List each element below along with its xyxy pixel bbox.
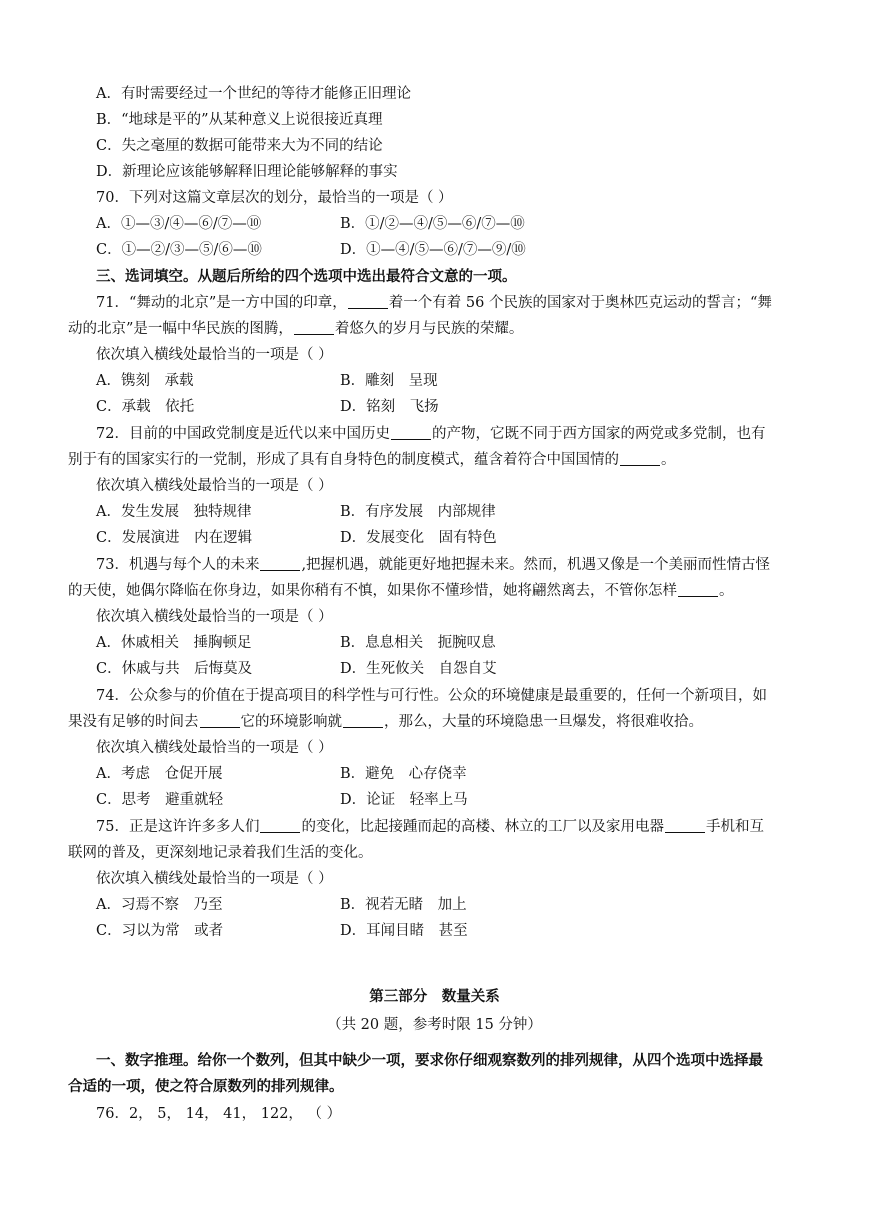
q71-option-b: B．雕刻 呈现 xyxy=(340,373,438,389)
q76-stem: 76．2， 5， 14， 41， 122， （ ） xyxy=(96,1106,342,1122)
q69-option-a: A．有时需要经过一个世纪的等待才能修正旧理论 xyxy=(96,86,411,102)
q72-line2 xyxy=(68,450,676,470)
q72-option-b: B．有序发展 内部规律 xyxy=(340,504,496,520)
q73-line1 xyxy=(96,555,770,575)
q73-line2 xyxy=(68,581,734,601)
q75-text: 手机和互 xyxy=(705,819,764,835)
q73-prompt: 依次填入横线处最恰当的一项是（ ） xyxy=(96,609,333,625)
q73-text: 。 xyxy=(719,583,734,599)
q72-line1 xyxy=(96,424,765,444)
q72-text: 。 xyxy=(661,452,676,468)
q74-text: 果没有足够的时间去 xyxy=(68,714,199,730)
q74-prompt: 依次填入横线处最恰当的一项是（ ） xyxy=(96,740,333,756)
q74-option-d: D．论证 轻率上马 xyxy=(340,792,468,808)
q73-option-d: D．生死攸关 自怨自艾 xyxy=(340,661,497,677)
q74-text: 它的环境影响就 xyxy=(240,714,342,730)
q74-option-c: C．思考 避重就轻 xyxy=(96,792,224,808)
fill-blank xyxy=(665,818,705,833)
q72-option-a: A．发生发展 独特规律 xyxy=(96,504,252,520)
q74-line2 xyxy=(68,712,703,732)
q70-stem: 70．下列对这篇文章层次的划分，最恰当的一项是（ ） xyxy=(96,190,453,206)
q75-line2: 联网的普及，更深刻地记录着我们生活的变化。 xyxy=(68,845,373,861)
q73-text: ,把握机遇，就能更好地把握未来。然而，机遇又像是一个美丽而性情古怪 xyxy=(301,557,771,573)
fill-blank xyxy=(200,713,240,728)
q75-prompt: 依次填入横线处最恰当的一项是（ ） xyxy=(96,871,333,887)
q69-option-c: C．失之毫厘的数据可能带来大为不同的结论 xyxy=(96,138,383,154)
q74-option-b: B．避免 心存侥幸 xyxy=(340,766,467,782)
q75-option-a: A．习焉不察 乃至 xyxy=(96,897,223,913)
fill-blank xyxy=(294,320,334,335)
q71-text: 71．“舞动的北京”是一方中国的印章， xyxy=(96,295,347,311)
q71-text: 着悠久的岁月与民族的荣耀。 xyxy=(334,321,524,337)
q71-text: 着一个有着 56 个民族的国家对于奥林匹克运动的誓言；“舞 xyxy=(388,295,772,311)
fill-blank xyxy=(391,425,431,440)
q74-line1: 74．公众参与的价值在于提高项目的科学性与可行性。公众的环境健康是最重要的，任何一个新项目，如 xyxy=(96,688,767,704)
q71-prompt: 依次填入横线处最恰当的一项是（ ） xyxy=(96,347,333,363)
part3-subtitle: （共 20 题，参考时限 15 分钟） xyxy=(327,1017,542,1033)
q72-prompt: 依次填入横线处最恰当的一项是（ ） xyxy=(96,478,333,494)
q72-text: 的产物，它既不同于西方国家的两党或多党制，也有 xyxy=(431,426,766,442)
q73-option-b: B．息息相关 扼腕叹息 xyxy=(340,635,496,651)
q74-text: ，那么，大量的环境隐患一旦爆发，将很难收拾。 xyxy=(384,714,703,730)
q69-option-b: B．“地球是平的”从某种意义上说很接近真理 xyxy=(96,112,383,128)
q73-text: 的天使，她偶尔降临在你身边，如果你稍有不慎，如果你不懂珍惜，她将翩然离去，不管你怎样 xyxy=(68,583,677,599)
number-reasoning-line2: 合适的一项，使之符合原数列的排列规律。 xyxy=(68,1078,344,1095)
q72-text: 72．目前的中国政党制度是近代以来中国历史 xyxy=(96,426,390,442)
q71-line1 xyxy=(96,293,772,313)
q74-option-a: A．考虑 仓促开展 xyxy=(96,766,223,782)
q72-option-d: D．发展变化 固有特色 xyxy=(340,530,497,546)
q70-option-a: A．①—③/④—⑥/⑦—⑩ xyxy=(96,216,262,232)
fill-blank xyxy=(348,294,388,309)
q75-line1 xyxy=(96,817,764,837)
q73-option-a: A．休戚相关 捶胸顿足 xyxy=(96,635,252,651)
q72-text: 别于有的国家实行的一党制，形成了具有自身特色的制度模式，蕴含着符合中国国情的 xyxy=(68,452,619,468)
q75-option-d: D．耳闻目睹 甚至 xyxy=(340,923,468,939)
number-reasoning-line1: 一、数字推理。给你一个数列，但其中缺少一项，要求你仔细观察数列的排列规律，从四个选项中选择最 xyxy=(96,1052,763,1069)
fill-blank xyxy=(678,582,718,597)
q75-option-c: C．习以为常 或者 xyxy=(96,923,224,939)
section3-heading: 三、选词填空。从题后所给的四个选项中选出最符合文意的一项。 xyxy=(96,268,517,285)
q71-line2 xyxy=(68,319,523,339)
part3-title: 第三部分 数量关系 xyxy=(369,988,500,1005)
q71-option-d: D．铭刻 飞扬 xyxy=(340,399,439,415)
q73-option-c: C．休戚与共 后悔莫及 xyxy=(96,661,253,677)
q73-text: 73．机遇与每个人的未来 xyxy=(96,557,260,573)
fill-blank xyxy=(260,556,300,571)
q70-option-c: C．①—②/③—⑤/⑥—⑩ xyxy=(96,242,262,258)
q71-text: 动的北京”是一幅中华民族的图腾， xyxy=(68,321,293,337)
fill-blank xyxy=(343,713,383,728)
q70-option-b: B．①/②—④/⑤—⑥/⑦—⑩ xyxy=(340,216,525,232)
fill-blank xyxy=(260,818,300,833)
q75-text: 的变化，比起接踵而起的高楼、林立的工厂以及家用电器 xyxy=(301,819,664,835)
q72-option-c: C．发展演进 内在逻辑 xyxy=(96,530,253,546)
q69-option-d: D．新理论应该能够解释旧理论能够解释的事实 xyxy=(96,164,398,180)
q75-option-b: B．视若无睹 加上 xyxy=(340,897,467,913)
q70-option-d: D．①—④/⑤—⑥/⑦—⑨/⑩ xyxy=(340,242,526,258)
q71-option-a: A．镌刻 承载 xyxy=(96,373,194,389)
q75-text: 75．正是这许许多多人们 xyxy=(96,819,260,835)
fill-blank xyxy=(620,451,660,466)
q71-option-c: C．承载 依托 xyxy=(96,399,195,415)
